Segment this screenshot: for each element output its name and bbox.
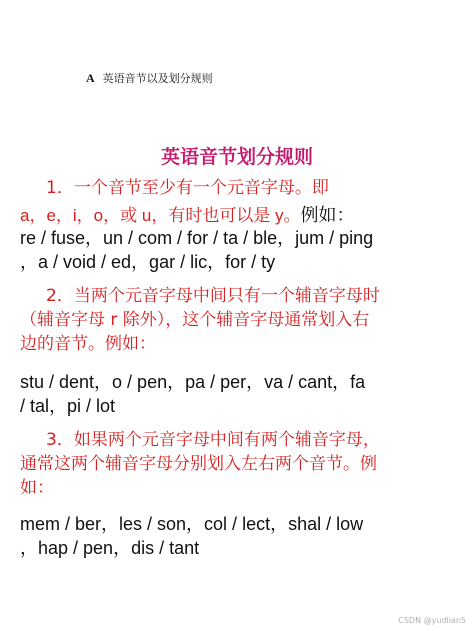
rule1-line2 xyxy=(20,203,355,228)
rule3-line3: 如： xyxy=(20,478,54,498)
csdn-watermark: CSDN @yudlian5 xyxy=(398,616,466,625)
rule1-line2-black: 例如： xyxy=(300,205,355,225)
rule1-example-line1: re / fuse，un / com / for / ta / ble，jum / ping xyxy=(20,228,374,248)
section-letter: A xyxy=(86,71,95,85)
page-title: 英语音节划分规则 xyxy=(160,146,313,168)
rule2-line1: 2．当两个元音字母中间只有一个辅音字母时 xyxy=(46,286,380,306)
rule2-line3: 边的音节。例如： xyxy=(20,334,156,354)
section-header xyxy=(86,70,213,86)
rule3-line1: 3．如果两个元音字母中间有两个辅音字母， xyxy=(46,430,380,450)
rule3-example-line2: ，hap / pen，dis / tant xyxy=(20,538,200,558)
rule3-line2: 通常这两个辅音字母分别划入左右两个音节。例 xyxy=(20,454,377,474)
rule2-line2: （辅音字母 r 除外），这个辅音字母通常划入右 xyxy=(20,310,370,330)
section-header-text: 英语音节以及划分规则 xyxy=(102,72,213,85)
rule1-example-line2: ，a / void / ed，gar / lic，for / ty xyxy=(20,252,276,272)
rule2-example-line2: / tal，pi / lot xyxy=(20,396,116,416)
rule3-example-line1: mem / ber，les / son，col / lect，shal / low xyxy=(20,514,364,534)
rule2-example-line1: stu / dent，o / pen，pa / per，va / cant，fa xyxy=(20,372,366,392)
rule1-line2-red: a，e，i，o，或 u，有时也可以是 y。 xyxy=(20,206,301,225)
rule1-line1: 1．一个音节至少有一个元音字母。即 xyxy=(46,178,329,198)
